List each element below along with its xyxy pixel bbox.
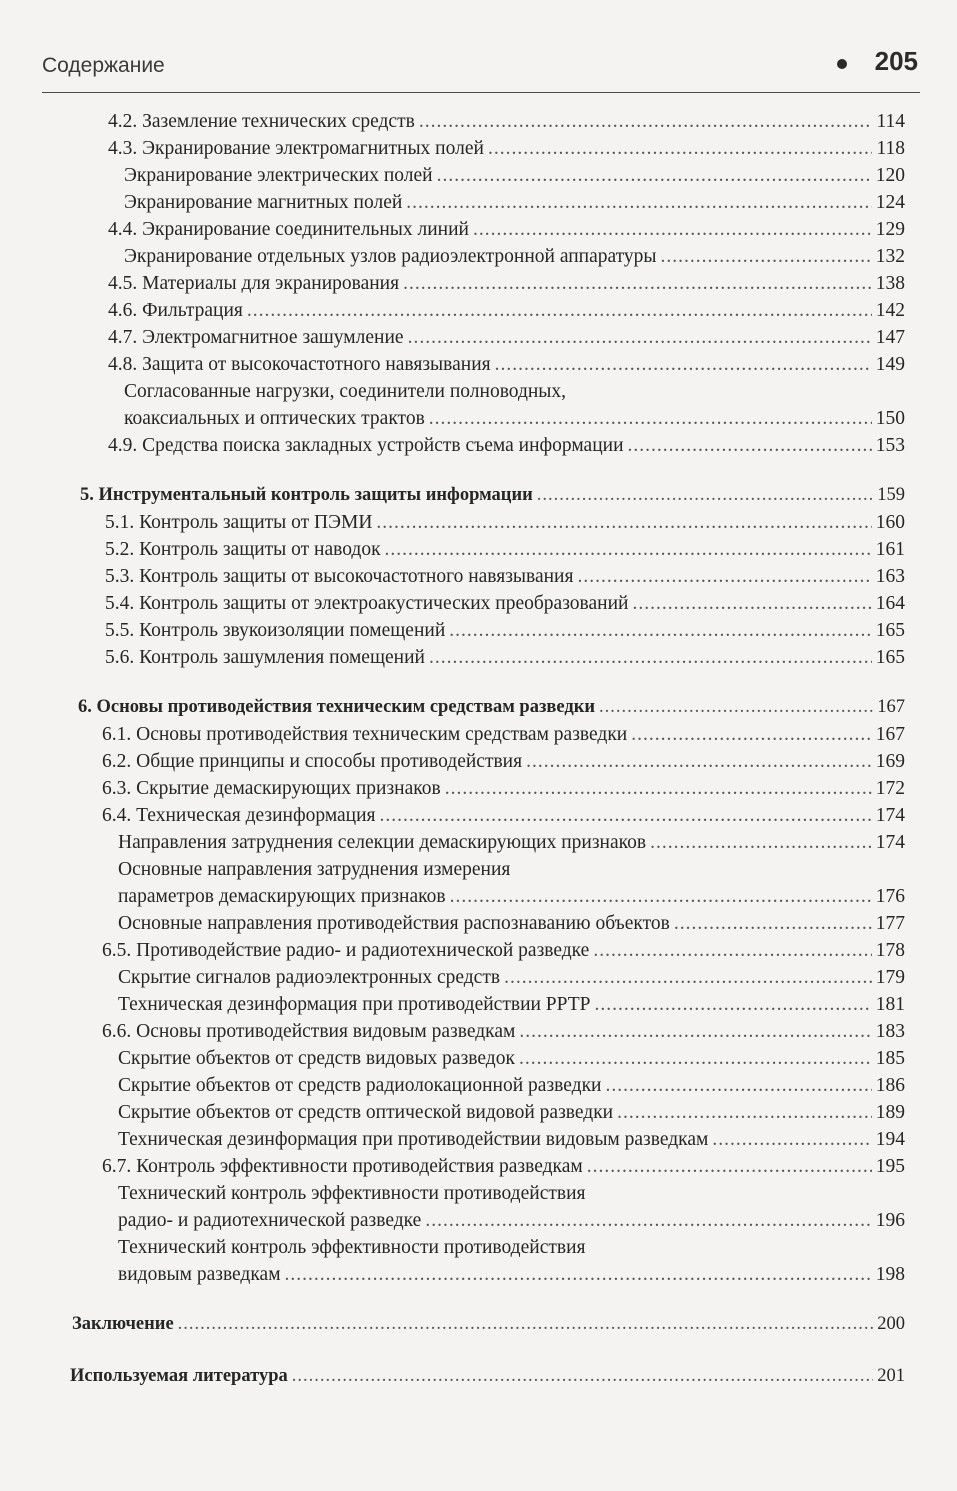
toc-entry-page: 172 [875,778,905,799]
toc-entry-title: Техническая дезинформация при противодействии видовым разведкам [118,1129,709,1150]
toc-entry-page: 118 [876,138,905,159]
toc-entry [0,1045,957,1072]
toc-entry-title: Техническая дезинформация при противодействии РРТР [118,994,591,1015]
toc-entry-page: 129 [875,219,905,240]
toc-entry-page: 189 [875,1102,905,1123]
toc-entry-title: 4.5. Материалы для экранирования [108,273,400,294]
toc-entry-title: Основные направления противодействия распознаванию объектов [118,913,670,934]
toc-entry [0,1207,957,1234]
toc-entry [0,1126,957,1153]
running-header [42,46,920,90]
toc-entry-page: 153 [875,435,905,456]
toc-entry-page: 160 [875,512,905,533]
toc-entry-title: Скрытие объектов от средств радиолокационной разведки [118,1075,602,1096]
toc-entry-page: 198 [875,1264,905,1285]
toc-entry-page: 159 [877,485,905,505]
toc-entry-title: 4.4. Экранирование соединительных линий [108,219,469,240]
toc-entry [0,162,957,189]
toc-chapter [0,482,957,509]
toc-entry [0,563,957,590]
toc-chapter-title: Заключение [72,1314,174,1334]
toc-entry [0,297,957,324]
toc-chapter-title: 5. Инструментальный контроль защиты информации [80,485,533,505]
page-number: 205 [874,46,918,76]
toc-entry-title: 4.3. Экранирование электромагнитных полей [108,138,484,159]
bullet-icon [837,59,847,69]
toc-entry-title: Скрытие объектов от средств оптической видовой разведки [118,1102,614,1123]
toc-entry-page: 174 [875,805,905,826]
toc-entry [0,351,957,378]
toc-entry-title: Скрытие объектов от средств видовых разведок [118,1048,515,1069]
toc-entry-page: 194 [875,1129,905,1150]
toc-entry-page: 177 [875,913,905,934]
toc-entry-title: 4.9. Средства поиска закладных устройств съема информации [108,435,624,456]
toc-entry-page: 178 [875,940,905,961]
toc-entry-title: Экранирование отдельных узлов радиоэлектронной аппаратуры [124,246,657,267]
toc-entry-title: Экранирование магнитных полей [124,192,403,213]
toc-entry-title: параметров демаскирующих признаков [118,886,446,907]
toc-entry-page: 200 [877,1314,905,1334]
toc-entry [0,802,957,829]
toc-entry-page: 195 [875,1156,905,1177]
toc-entry-title: 4.7. Электромагнитное зашумление [108,327,404,348]
toc-entry [0,991,957,1018]
toc-entry-title: 6.5. Противодействие радио- и радиотехнической разведке [102,940,590,961]
toc-entry-page: 165 [875,647,905,668]
toc-entry-page: 183 [875,1021,905,1042]
toc-entry-page: 163 [875,566,905,587]
toc-entry-title: Основные направления затруднения измерения [118,859,511,880]
header-rule [42,92,920,93]
toc-entry [0,432,957,459]
toc-entry-title: 4.2. Заземление технических средств [108,111,415,132]
toc-chapter [0,694,957,721]
toc-entry-title: Технический контроль эффективности противодействия [118,1237,586,1258]
toc-entry [0,937,957,964]
toc-entry [0,590,957,617]
toc-entry-page: 169 [875,751,905,772]
toc-entry [0,1072,957,1099]
toc-entry-title: 5.4. Контроль защиты от электроакустических преобразований [105,593,629,614]
toc-entry-title: 5.6. Контроль зашумления помещений [105,647,425,668]
toc-entry-page: 147 [875,327,905,348]
header-title: Содержание [42,54,165,77]
toc-entry [0,243,957,270]
toc-entry-page: 124 [875,192,905,213]
toc-entry [0,1153,957,1180]
toc-entry [0,721,957,748]
toc-entry [0,270,957,297]
toc-entry-title: 4.6. Фильтрация [108,300,243,321]
toc-entry-page: 114 [876,111,905,132]
toc-entry-page: 120 [875,165,905,186]
toc-entry [0,1018,957,1045]
toc-entry [0,189,957,216]
toc-entry [0,910,957,937]
toc-entry-page: 181 [875,994,905,1015]
toc-entry [0,775,957,802]
toc-entry [0,883,957,910]
toc-entry [0,964,957,991]
toc-entry-page: 186 [875,1075,905,1096]
toc-entry-page: 132 [875,246,905,267]
toc-entry [0,748,957,775]
toc-chapter-title: Используемая литература [70,1366,288,1386]
toc-entry-page: 161 [875,539,905,560]
toc-entry [0,1099,957,1126]
toc-entry-title: 6.2. Общие принципы и способы противодействия [102,751,523,772]
toc-entry-title: 5.5. Контроль звукоизоляции помещений [105,620,446,641]
toc-chapter-title: 6. Основы противодействия техническим средствам разведки [78,697,596,717]
toc-entry-page: 174 [875,832,905,853]
toc-entry-page: 185 [875,1048,905,1069]
toc-entry-page: 149 [875,354,905,375]
toc-entry-page: 142 [875,300,905,321]
toc-entry-title: Направления затруднения селекции демаскирующих признаков [118,832,647,853]
toc-entry [0,509,957,536]
toc-entry-title: 4.8. Защита от высокочастотного навязывания [108,354,491,375]
toc-entry-title: 6.7. Контроль эффективности противодействия разведкам [102,1156,583,1177]
toc-entry [0,644,957,671]
toc-entry-title: 5.1. Контроль защиты от ПЭМИ [105,512,373,533]
toc-entry-page: 150 [875,408,905,429]
toc-entry-page: 167 [877,697,905,717]
toc-entry-title: 5.3. Контроль защиты от высокочастотного навязывания [105,566,574,587]
toc-entry-title: 6.3. Скрытие демаскирующих признаков [102,778,441,799]
toc-entry-page: 167 [875,724,905,745]
toc-entry-title: 6.4. Техническая дезинформация [102,805,376,826]
toc-entry-title: Технический контроль эффективности противодействия [118,1183,586,1204]
toc-entry-page: 176 [875,886,905,907]
toc-entry [0,536,957,563]
toc-entry [0,405,957,432]
toc-entry [0,216,957,243]
toc-entry-page: 196 [875,1210,905,1231]
toc-entry [0,135,957,162]
toc-entry-title: 6.6. Основы противодействия видовым разведкам [102,1021,516,1042]
toc-entry-page: 138 [875,273,905,294]
toc-entry [0,108,957,135]
toc-entry [0,617,957,644]
toc-entry-page: 165 [875,620,905,641]
toc-chapter [0,1311,957,1338]
toc-chapter [0,1363,957,1390]
toc-entry-title: Согласованные нагрузки, соединители полноводных, [124,381,567,402]
toc-entry-page: 164 [875,593,905,614]
toc-entry-title: 6.1. Основы противодействия техническим средствам разведки [102,724,628,745]
toc-entry [0,1261,957,1288]
toc-entry-title: видовым разведкам [118,1264,281,1285]
header-right [837,46,918,77]
toc-entry-page: 179 [875,967,905,988]
toc-entry-title: Скрытие сигналов радиоэлектронных средств [118,967,501,988]
toc-entry-title: Экранирование электрических полей [124,165,433,186]
toc-entry-title: 5.2. Контроль защиты от наводок [105,539,381,560]
toc-entry [0,829,957,856]
toc-entry-title: радио- и радиотехнической разведке [118,1210,422,1231]
toc-entry-page: 201 [877,1366,905,1386]
toc-entry [0,324,957,351]
toc-entry-title: коаксиальных и оптических трактов [124,408,425,429]
